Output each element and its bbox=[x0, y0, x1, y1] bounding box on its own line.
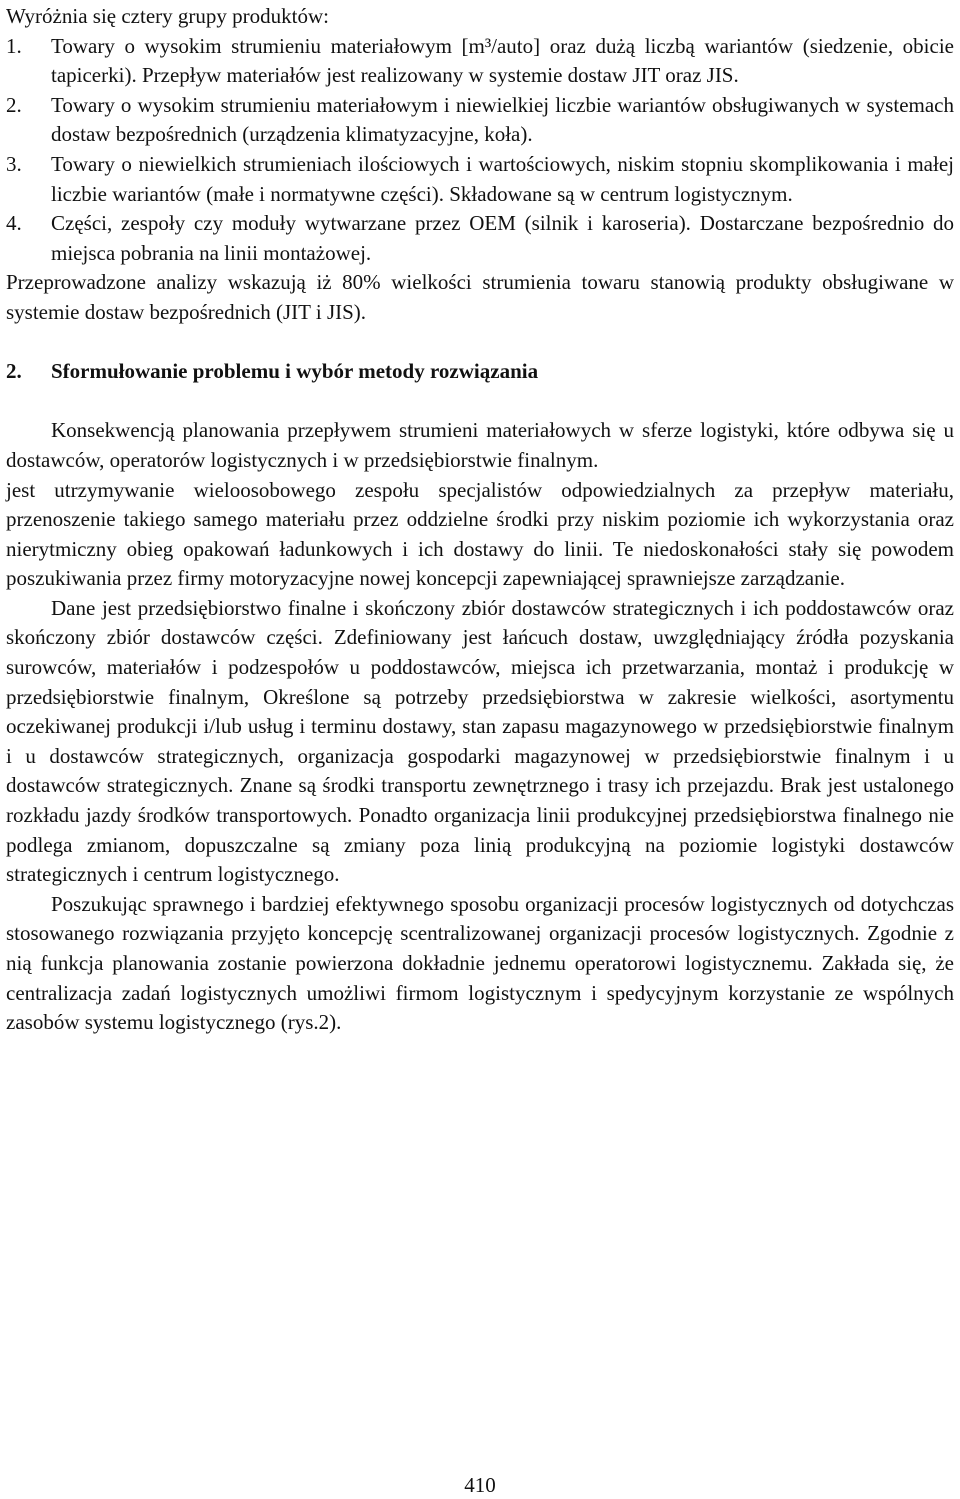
body-paragraph: Dane jest przedsiębiorstwo finalne i skończony zbiór dostawców strategicznych i ich poddostawców oraz skończony zbiór dostawców części. Zdefiniowany jest łańcuch dostaw, uwzględniający źródła pozyskania surowców, materiałów i podzespołów u poddostawców, miejsca ich przetwarzania, montaż i produkcję w przedsiębiorstwie finalnym, Określone są potrzeby przedsiębiorstwa w zakresie wielkości, asortymentu oczekiwanej produkcji i/lub usług i terminu dostawy, stan zapasu magazynowego w przedsiębiorstwie finalnym i u dostawców strategicznych, organizacja gospodarki magazynowej w przedsiębiorstwie finalnym i u dostawców strategicznych. Znane są środki transportu zewnętrznego i trasy ich przejazdu. Brak jest ustalonego rozkładu jazdy środków transportowych. Ponadto organizacja linii produkcyjnej przedsiębiorstwa finalnego nie podlega zmianom, dopuszczalne są zmiany poza linią produkcyjną na poziomie logistyki dostawców strategicznych i centrum logistycznego. bbox=[6, 595, 954, 887]
list-item-text: Towary o wysokim strumieniu materiałowym [m³/auto] oraz dużą liczbą wariantów (siedzenie, obicie tapicerki). Przepływ materiałów jest realizowany w systemie dostaw JIT oraz JIS. bbox=[51, 33, 954, 88]
list-item bbox=[6, 91, 954, 150]
list-item-number: 3. bbox=[6, 151, 22, 176]
list-item-number: 2. bbox=[6, 92, 22, 117]
body-paragraph: Poszukując sprawnego i bardziej efektywnego sposobu organizacji procesów logistycznych od dotychczas stosowanego rozwiązania przyjęto koncepcję scentralizowanej organizacji procesów logistycznych. Zgodnie z nią funkcja planowania zostanie powierzona dokładnie jednemu operatorowi logistycznemu. Zakłada się, że centralizacja zadań logistycznych umożliwi firmom logistycznym i spedycyjnym korzystanie ze wspólnych zasobów systemu logistycznego (rys.2). bbox=[6, 891, 954, 1035]
document-page bbox=[6, 2, 954, 1038]
list-item bbox=[6, 209, 954, 268]
section-title: Sformułowanie problemu i wybór metody rozwiązania bbox=[51, 359, 539, 384]
list-item-text: Towary o wysokim strumieniu materiałowym i niewielkiej liczbie wariantów obsługiwanych w systemach dostaw bezpośrednich (urządzenia klimatyzacyjne, koła). bbox=[51, 92, 954, 147]
section-heading bbox=[6, 357, 954, 387]
summary-paragraph: Przeprowadzone analizy wskazują iż 80% wielkości strumienia towaru stanowią produkty obsługiwane w systemie dostaw bezpośrednich (JIT i JIS). bbox=[6, 270, 954, 324]
list-item bbox=[6, 32, 954, 91]
page-number: 410 bbox=[464, 1473, 496, 1497]
list-item-text: Towary o niewielkich strumieniach ilościowych i wartościowych, niskim stopniu skomplikowania i małej liczbie wariantów (małe i normatywne części). Składowane są w centrum logistycznym. bbox=[51, 151, 954, 206]
list-item bbox=[6, 150, 954, 209]
intro-text: Wyróżnia się cztery grupy produktów: bbox=[6, 4, 329, 28]
list-item-number: 1. bbox=[6, 33, 22, 58]
product-groups-list bbox=[6, 32, 954, 269]
list-item-text: Części, zespoły czy moduły wytwarzane przez OEM (silnik i karoseria). Dostarczane bezpośrednio do miejsca pobrania na linii montażowej. bbox=[51, 211, 954, 265]
body-paragraph: Konsekwencją planowania przepływem strumieni materiałowych w sferze logistyki, które odbywa się u dostawców, operatorów logistycznych i w przedsiębiorstwie finalnym. bbox=[6, 418, 954, 472]
body-paragraph: jest utrzymywanie wieloosobowego zespołu specjalistów odpowiedzialnych za przepływ materiału, przenoszenie takiego samego materiału przez oddzielne środki przy niskim poziomie ich wykorzystania oraz nierytmiczny obieg opakowań ładunkowych i ich dostawy do linii. Te niedoskonałości stały się powodem poszukiwania przez firmy motoryzacyjne nowej koncepcji zapewniającej sprawniejsze zarządzanie. bbox=[6, 477, 954, 591]
section-number: 2. bbox=[6, 359, 22, 384]
list-item-number: 4. bbox=[6, 211, 22, 236]
